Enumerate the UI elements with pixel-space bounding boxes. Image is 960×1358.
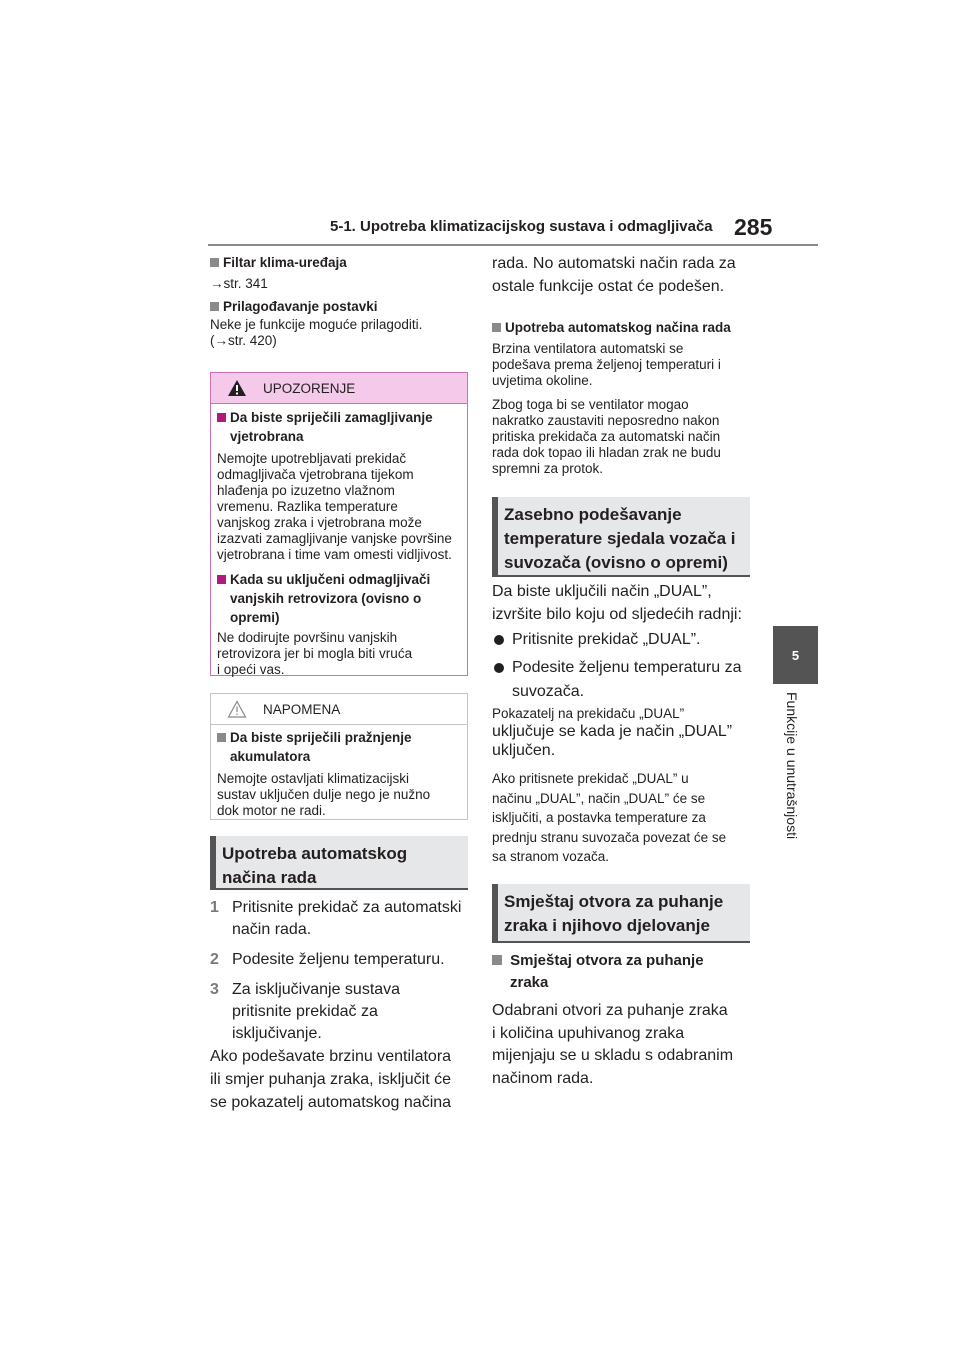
list-item: Pritisnite prekidač „DUAL”. [492,628,754,652]
square-bullet-icon [210,302,219,311]
warning-label: UPOZORENJE [263,380,356,396]
vents-paragraph: Odabrani otvori za puhanje zraka i količina upuhivanog zraka mijenjaju se u skladu s odabranim načinom rada. [492,1002,734,1087]
warning-item2-text: Ne dodirujte površinu vanjskih retrovizora jer bi mogla biti vruća i opeći vas. [217,630,413,677]
warning-item1-heading-2: vjetrobrana [230,429,304,444]
section-dual-title-1: Zasebno podešavanje [504,505,682,524]
section-auto-title-2: načina rada [222,868,317,887]
header-rule [208,244,818,246]
square-bullet-icon [210,258,219,267]
filter-ref[interactable]: →str. 341 [210,276,268,291]
warning-box [210,372,468,676]
section-auto-mode [210,836,468,890]
square-bullet-icon [217,575,226,584]
dual-intro: Da biste uključili način „DUAL”, izvršite bilo koju od sljedećih radnji: [492,583,742,623]
section-auto-title-1: Upotreba automatskog [222,844,408,863]
chapter-tab[interactable]: 5 [773,626,818,684]
square-bullet-icon [492,323,501,332]
note-heading-2: akumulatora [230,749,311,764]
dual-indicator: Pokazatelj na prekidaču „DUAL” uključuje se kada je način „DUAL” uključen. [492,706,733,759]
note-heading-1: Da biste spriječili pražnjenje [230,730,412,745]
warning-item1-text: Nemojte upotrebljavati prekidač odmagljivača vjetrobrana tijekom hlađenja po izuzetno vlažnom vremenu. Razlika temperature vanjskog zraka i vjetrobrana može izazvati zamagljivanje vanjske površine vjetrobrana i time vam omesti vidljivost. [217,451,452,562]
auto-paragraph: Ako podešavate brzinu ventilatora ili smjer puhanja zraka, isključit će se pokazatelj automatskog načina [210,1048,452,1111]
continued-paragraph: rada. No automatski način rada za ostale funkcije ostat će podešen. [492,255,736,295]
warning-item2-heading-2: vanjskih retrovizora (ovisno o [230,591,422,606]
square-bullet-icon [217,413,226,422]
usage-text-1: Brzina ventilatora automatski se podešava prema željenoj temperaturi i uvjetima okoline. [492,341,721,388]
section-vents-title-1: Smještaj otvora za puhanje [504,892,724,911]
custom-heading: Prilagođavanje postavki [223,299,378,314]
custom-text-2[interactable]: (→str. 420) [210,333,277,348]
note-box [210,693,468,820]
square-bullet-icon [217,733,226,742]
section-dual [492,497,750,577]
warning-item1-heading-1: Da biste spriječili zamagljivanje [230,410,433,425]
step-item: 3 Za isključivanje sustava pritisnite prekidač za isključivanje. [210,981,401,1042]
warning-triangle-icon [227,379,247,397]
warning-item2-heading-1: Kada su uključeni odmagljivači [230,572,431,587]
filter-block [210,255,470,349]
warning-item2-heading-3: opremi) [230,610,280,625]
section-vents [492,884,750,943]
step-item: 2 Podesite željenu temperaturu. [210,951,445,968]
warning-header [211,373,467,404]
step-item: 1 Pritisnite prekidač za automatski način rada. [210,899,462,938]
dual-bullets [492,628,754,708]
square-bullet-icon [492,955,502,965]
usage-text-2: Zbog toga bi se ventilator mogao nakratko zaustaviti neposredno nakon pritiska prekidača za automatski način rada dok topao ili hladan zrak ne budu spremni za protok. [492,397,721,476]
filter-heading: Filtar klima-uređaja [223,255,347,270]
auto-steps [210,897,472,1053]
usage-block [492,320,754,477]
note-text: Nemojte ostavljati klimatizacijski sustav uključen dulje nego je nužno dok motor ne radi. [217,771,431,818]
bullet-dot-icon [494,635,504,645]
section-dual-title-3: suvozača (ovisno o opremi) [504,553,728,572]
note-label: NAPOMENA [263,701,341,717]
vents-block: Smještaj otvora za puhanje zraka Odabrani otvori za puhanje zraka i količina upuhivanog zraka mijenjaju se u skladu s odabranim načinom rada. [492,950,754,1090]
caution-triangle-icon [227,700,247,718]
chapter-title: Funkcije u unutrašnjosti [784,692,800,840]
bullet-dot-icon [494,663,504,673]
section-vents-title-2: zraka i njihovo djelovanje [504,916,710,935]
dual-off-text: Ako pritisnete prekidač „DUAL” u načinu „DUAL”, način „DUAL” će se isključiti, a postavka temperature za prednju stranu suvozača povezat će se sa stranom vozača. [492,771,727,864]
note-header [211,694,467,725]
running-header: 5-1. Upotreba klimatizacijskog sustava i odmagljivača [330,218,713,235]
custom-text-1: Neke je funkcije moguće prilagoditi. [210,317,423,332]
section-dual-title-2: temperature sjedala vozača i [504,529,736,548]
list-item: Podesite željenu temperaturu za suvozača. [492,656,754,704]
usage-heading: Upotreba automatskog načina rada [505,320,731,335]
page-number: 285 [734,214,773,240]
